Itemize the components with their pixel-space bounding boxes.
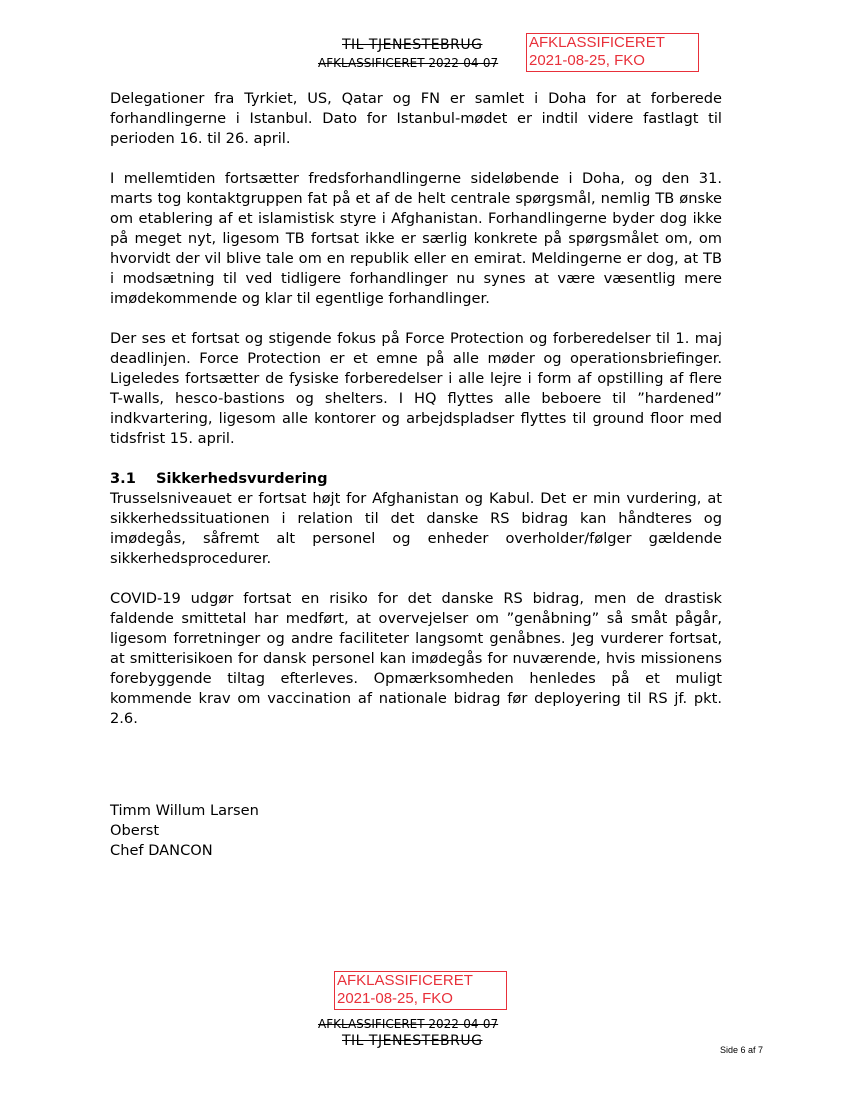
section-paragraph: Trusselsniveauet er fortsat højt for Afghanistan og Kabul. Det er min vurdering, at sikkerhedssituationen i relation til det danske RS bidrag kan håndteres og imødegås, såfremt alt personel og enheder overholder/følger gældende sikkerhedsprocedurer. — [110, 490, 722, 567]
stamp-date: 2021-08-25, FKO — [337, 990, 453, 1007]
body-paragraph: Delegationer fra Tyrkiet, US, Qatar og FN er samlet i Doha for at forberede forhandlingerne i Istanbul. Dato for Istanbul-mødet er indtil videre fastlagt til perioden 16. til 26. april. — [110, 90, 722, 147]
signature-block — [110, 801, 259, 861]
footer-declassified-stamp — [334, 971, 507, 1010]
document-body — [110, 89, 722, 729]
header-classification: TIL TJENESTEBRUG — [342, 37, 483, 53]
footer-declassified-date: AFKLASSIFICERET 2022-04-07 — [318, 1017, 499, 1031]
signature-rank: Oberst — [110, 822, 160, 839]
header-declassified-stamp — [526, 33, 699, 72]
section-heading — [110, 469, 722, 489]
section-title: Sikkerhedsvurdering — [156, 470, 328, 487]
stamp-label: AFKLASSIFICERET — [337, 972, 473, 989]
signature-title: Chef DANCON — [110, 842, 213, 859]
stamp-date: 2021-08-25, FKO — [529, 52, 645, 69]
body-paragraph: I mellemtiden fortsætter fredsforhandlingerne sideløbende i Doha, og den 31. marts tog kontaktgruppen fat på et af de helt centrale spørgsmål, nemlig TB ønske om etablering af et islamistisk styre i Afghanistan. Forhandlingerne byder dog ikke på meget nyt, ligesom TB fortsat ikke er særlig konkrete på spørgsmålet om, om hvorvidt der vil blive tale om en republik eller en emirat. Meldingerne er dog, at TB i modsætning til ved tidligere forhandlinger nu synes at være væsentlig mere imødekommende og klar til egentlige forhandlinger. — [110, 170, 722, 307]
header-declassified-date: AFKLASSIFICERET 2022-04-07 — [318, 56, 499, 70]
section-paragraph: COVID-19 udgør fortsat en risiko for det danske RS bidrag, men de drastisk faldende smittetal har medført, at overvejelser om ”genåbning” så småt pågår, ligesom forretninger og andre faciliteter langsomt genåbnes. Jeg vurderer fortsat, at smitterisikoen for dansk personel kan imødegås for nuværende, hvis missionens forebyggende tiltag efterleves. Opmærksomheden henledes på et muligt kommende krav om vaccination af nationale bidrag før deployering til RS jf. pkt. 2.6. — [110, 590, 722, 727]
footer-classification: TIL TJENESTEBRUG — [342, 1033, 483, 1049]
body-paragraph: Der ses et fortsat og stigende fokus på Force Protection og forberedelser til 1. maj deadlinjen. Force Protection er et emne på alle møder og operationsbriefinger. Ligeledes fortsætter de fysiske forberedelser i alle lejre i form af opstilling af flere T-walls, hesco-bastions og shelters. I HQ flyttes alle beboere til ”hardened” indkvartering, ligesom alle kontorer og arbejdspladser flyttes til ground floor med tidsfrist 15. april. — [110, 330, 722, 447]
signature-name: Timm Willum Larsen — [110, 802, 259, 819]
page-number: Side 6 af 7 — [720, 1045, 764, 1055]
stamp-label: AFKLASSIFICERET — [529, 34, 665, 51]
section-number: 3.1 — [110, 470, 136, 487]
